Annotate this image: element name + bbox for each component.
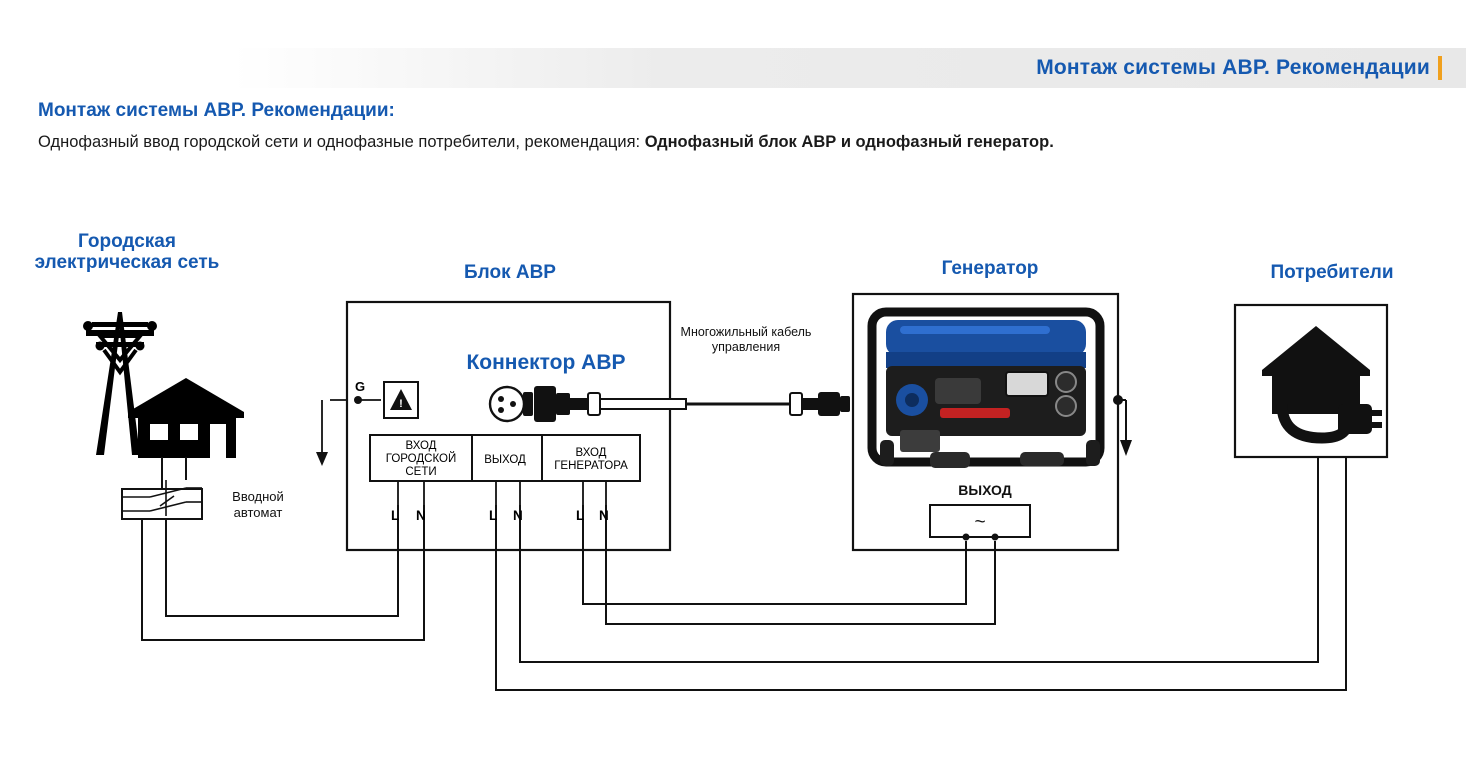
terminal-label-output: ВЫХОД [484,454,526,466]
group-title-generator: Генератор [941,258,1039,279]
control-cable-label: Многожильный кабель управления [680,325,812,354]
terminal-label-city-input: ВХОД ГОРОДСКОЙ СЕТИ [385,440,457,478]
pin-label-city-L: L [391,508,400,523]
svg-text:~: ~ [974,512,986,533]
input-breaker-label: Вводной автомат [232,489,284,520]
generator-output-label: ВЫХОД [958,482,1012,498]
generator-enclosure [853,294,1118,550]
terminal-label-gen-input: ВХОД ГЕНЕРАТОРА [554,447,628,472]
lead-normal-text: Однофазный ввод городской сети и однофазные потребители, рекомендация: [38,133,645,151]
page-header-title: Монтаж системы АВР. Рекомендации [1036,56,1430,79]
svg-text:!: ! [399,398,403,410]
pin-label-city-N: N [416,508,426,523]
pin-label-gen-L: L [576,508,585,523]
city-grid-illustration [83,305,244,458]
group-title-city: Городская электрическая сеть [34,231,220,274]
group-title-avr: Блок АВР [464,262,556,283]
page-subtitle: Монтаж системы АВР. Рекомендации: [38,100,395,121]
ground-terminal-label: G [355,379,366,394]
connector-label: Коннектор АВР [466,351,626,374]
group-title-consumers: Потребители [1270,262,1394,283]
pin-label-out-L: L [489,508,498,523]
pin-label-out-N: N [513,508,523,523]
pin-label-gen-N: N [599,508,609,523]
lead-bold-text: Однофазный блок АВР и однофазный генератор. [644,133,1054,151]
consumers-illustration [1235,305,1387,457]
